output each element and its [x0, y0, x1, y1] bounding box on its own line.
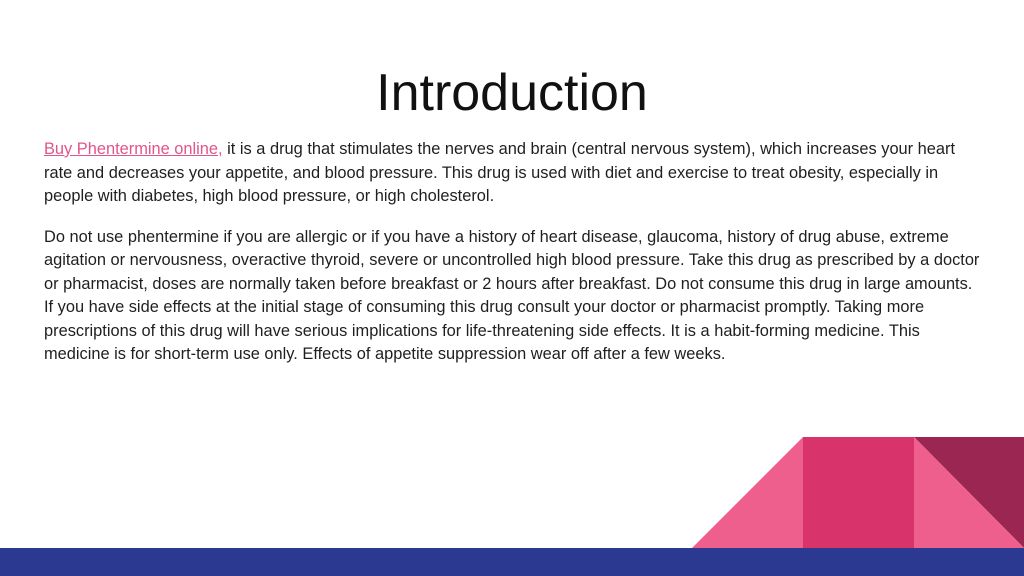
buy-phentermine-link[interactable]: Buy Phentermine online,	[44, 140, 223, 158]
slide-title: Introduction	[376, 64, 648, 122]
paragraph-warnings: Do not use phentermine if you are allergic or if you have a history of heart disease, glaucoma, history of drug abuse, extreme agitation or nervousness, overactive thyroid, severe or uncontrolled high blood pressure. Take this drug as prescribed by a doctor or pharmacist, doses are normally taken before breakfast or 2 hours after breakfast. Do not consume this drug in large amounts. If you have side effects at the initial stage of consuming this drug consult your doctor or pharmacist promptly. Taking more prescriptions of this drug will have serious implications for life-threatening side effects. It is a habit-forming medicine. This medicine is for short-term use only. Effects of appetite suppression wear off after a few weeks.	[44, 227, 980, 363]
footer-bar	[0, 548, 1024, 576]
pink-triangle-left	[692, 437, 803, 548]
pink-square-middle	[803, 437, 914, 548]
paragraph-intro-text: it is a drug that stimulates the nerves and brain (central nervous system), which increases your heart rate and decreases your appetite, and blood pressure. This drug is used with diet and exercise to treat obesity, especially in people with diabetes, high blood pressure, or high cholesterol.	[44, 140, 956, 205]
